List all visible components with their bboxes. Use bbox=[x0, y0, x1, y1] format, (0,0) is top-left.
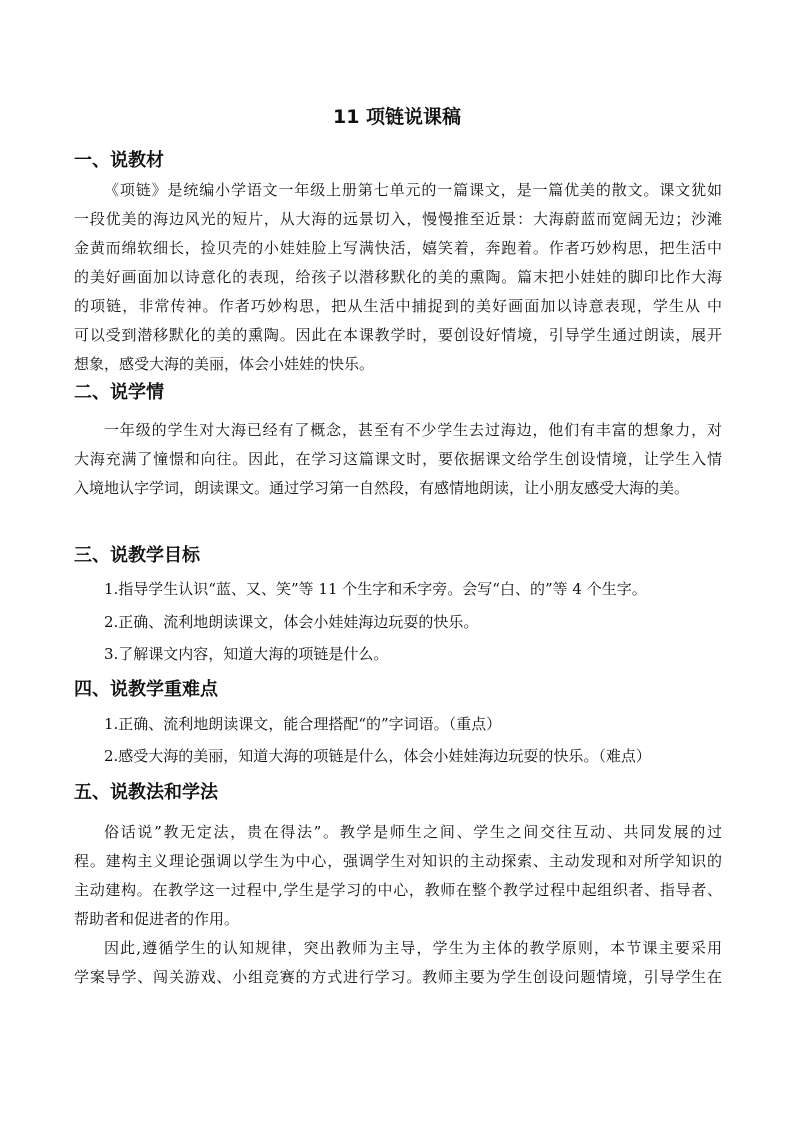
goal-item-3: 3.了解课文内容，知道大海的项链是什么。 bbox=[104, 645, 389, 663]
paragraph-line: 的项链，非常传神。作者巧妙构思，把从生活中捕捉到的美好画面加以诗意表现，学生从 中 bbox=[74, 297, 722, 315]
paragraph-line: 主动建构。在教学这一过程中,学生是学习的中心，教师在整个教学过程中起组织者、指导者、 bbox=[74, 881, 722, 899]
paragraph-line: 《项链》是统编小学语文一年级上册第七单元的一篇课文，是一篇优美的散文。课文犹如 bbox=[104, 181, 722, 199]
goal-item-2: 2.正确、流利地朗读课文，体会小娃娃海边玩耍的快乐。 bbox=[104, 613, 479, 631]
section-heading-4: 四、说教学重难点 bbox=[74, 679, 218, 700]
paragraph-line: 学案导学、闯关游戏、小组竞赛的方式进行学习。教师主要为学生创设问题情境，引导学生在 bbox=[74, 968, 722, 986]
paragraph-line: 的美好画面加以诗意化的表现，给孩子以潜移默化的美的熏陶。篇末把小娃娃的脚印比作大海 bbox=[74, 268, 722, 286]
section-heading-2: 二、说学情 bbox=[74, 382, 164, 403]
paragraph-line: 因此,遵循学生的认知规律，突出教师为主导，学生为主体的教学原则，本节课主要采用 bbox=[104, 939, 722, 957]
paragraph-line: 一段优美的海边风光的短片，从大海的远景切入，慢慢推至近景：大海蔚蓝而宽阔无边；沙滩 bbox=[74, 210, 722, 228]
paragraph-line: 想象，感受大海的美丽，体会小娃娃的快乐。 bbox=[74, 355, 375, 373]
document-title: 11 项链说课稿 bbox=[332, 106, 462, 128]
focus-item-2: 2.感受大海的美丽，知道大海的项链是什么，体会小娃娃海边玩耍的快乐。（难点） bbox=[104, 747, 651, 765]
section-heading-1: 一、说教材 bbox=[74, 150, 164, 171]
section-heading-5: 五、说教法和学法 bbox=[74, 782, 218, 803]
focus-item-1: 1.正确、流利地朗读课文，能合理搭配“的”字词语。（重点） bbox=[104, 715, 502, 733]
section-heading-3: 三、说教学目标 bbox=[74, 545, 200, 566]
paragraph-line: 程。建构主义理论强调以学生为中心，强调学生对知识的主动探索、主动发现和对所学知识的 bbox=[74, 852, 722, 870]
paragraph-line: 大海充满了憧憬和向往。因此，在学习这篇课文时，要依据课文给学生创设情境，让学生入情 bbox=[74, 450, 722, 468]
goal-item-1: 1.指导学生认识“蓝、又、笑”等 11 个生字和禾字旁。会写“白、的”等 4 个生字。 bbox=[104, 580, 647, 598]
section-1-paragraph-1 bbox=[74, 176, 722, 379]
paragraph-line: 金黄而绵软细长，捡贝壳的小娃娃脸上写满快活，嬉笑着，奔跑着。作者巧妙构思，把生活中 bbox=[74, 239, 722, 257]
section-2-paragraph-1 bbox=[74, 416, 722, 503]
section-5-paragraph-1 bbox=[74, 818, 722, 934]
paragraph-line: 一年级的学生对大海已经有了概念，甚至有不少学生去过海边，他们有丰富的想象力，对 bbox=[104, 421, 722, 439]
section-5-paragraph-2 bbox=[74, 934, 722, 992]
paragraph-line: 可以受到潜移默化的美的熏陶。因此在本课教学时，要创设好情境，引导学生通过朗读，展开 bbox=[74, 326, 722, 344]
paragraph-line: 入境地认字学词，朗读课文。通过学习第一自然段，有感情地朗读，让小朋友感受大海的美。 bbox=[74, 479, 690, 497]
paragraph-line: 帮助者和促进者的作用。 bbox=[74, 910, 240, 928]
paragraph-line: 俗话说”教无定法，贵在得法”。教学是师生之间、学生之间交往互动、共同发展的过 bbox=[104, 823, 722, 841]
